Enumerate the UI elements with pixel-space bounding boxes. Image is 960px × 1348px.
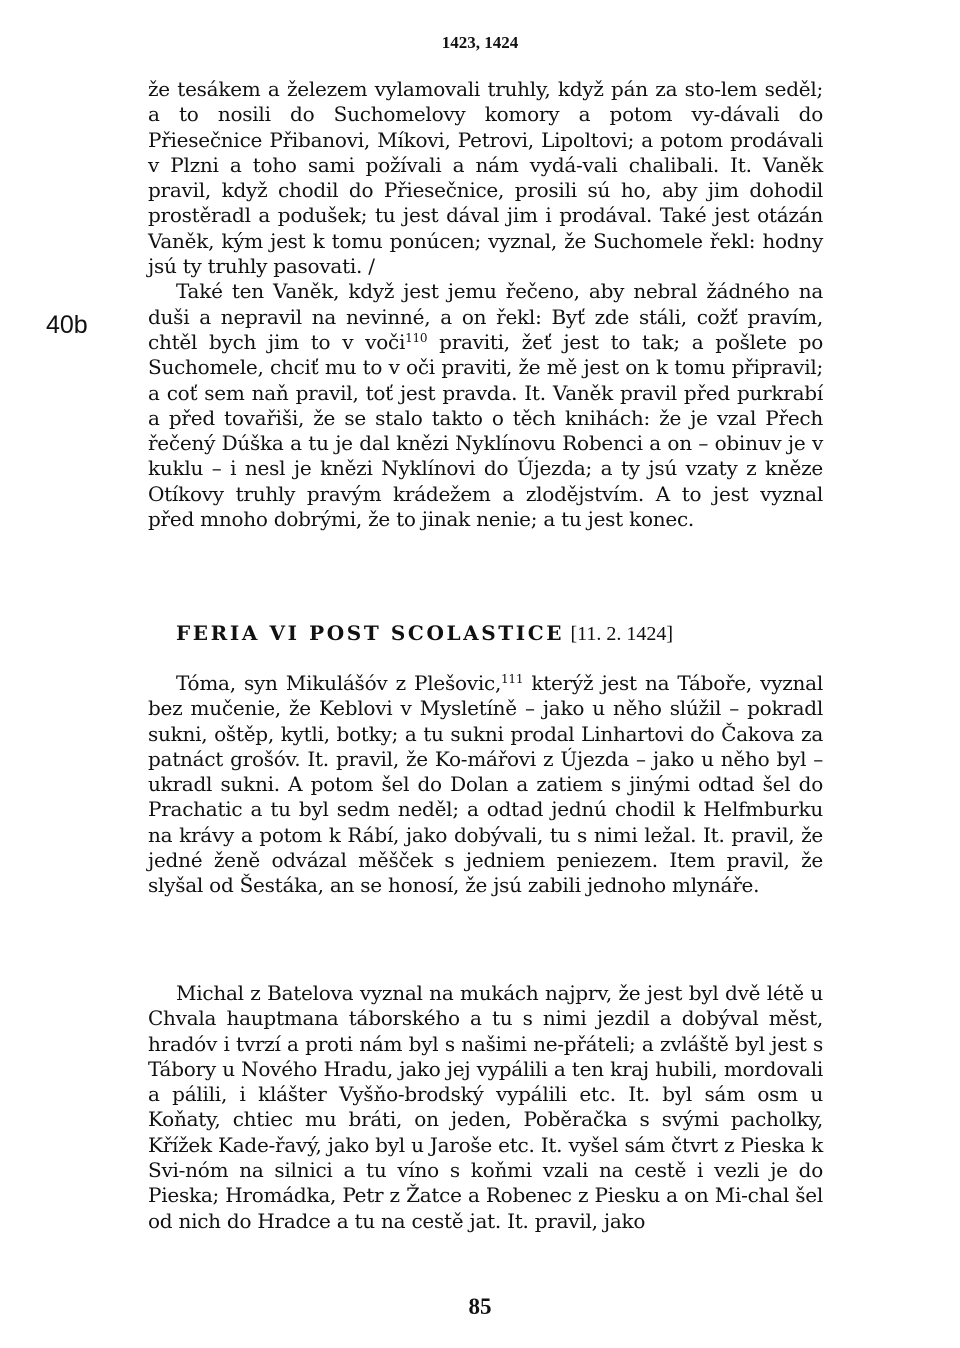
paragraph-michal: Michal z Batelova vyznal na mukách najprv, že jest byl dvě létě u Chvala hauptmana táborského a tu s nimi jezdil a dobýval měst, hradóv i tvrzí a proti nám byl s našimi ne-přáteli; a zvláště byl jest s Tábory u Nového Hradu, jako jej vypálili a ten kraj hubili, mordovali a pálili, i klášter Vyšňo-brodský vypálili etc. It. byl sám osm u Koňaty, chtiec mu bráti, on jeden, Poběračka s svými pacholky, Křížek Kade-řavý, jako byl u Jaroše etc. It. vyšel sám čtvrt z Pieska k Svi-nóm na silnici a tu víno s koňmi vzali na cestě i vezli je do Pieska; Hromádka, Petr z Žatce a Robenec z Piesku a on Mi-chal šel od nich do Hradce a tu na cestě jat. It. pravil, jako — [148, 981, 823, 1233]
section-heading — [176, 621, 816, 646]
text-block-1 — [148, 77, 823, 532]
paragraph-2-part-b: praviti, žeť jest to tak; a pošlete po Suchomele, chciť mu to v oči praviti, že mě jest on k tomu připravil; a coť sem naň pravil, toť jest pravda. It. Vaněk pravil před purkrabí a před tovařiši, že se stalo takto o těch knihách: že je vzal Přech řečený Dúška a tu je dal knězi Nyklínovu Robenci a on – obinuv je v kuklu – i nesl je knězi Nyklínovi do Újezda; a ty jsú vzaty z kněze Otíkovy truhly pravým krádežem a zlodějstvím. A to jest vyznal před mnoho dobrými, že to jinak nenie; a tu jest konec. — [148, 329, 823, 532]
paragraph-2-part-a: Také ten Vaněk, když jest jemu řečeno, aby nebral žádného na duši a nepravil na nevinné, a on řekl: Byť zde stáli, cožť pravím, chtěl bych jim to v voči — [148, 279, 823, 354]
heading-day: FERIA VI POST SCOLASTICE — [176, 621, 565, 645]
text-block-3 — [148, 981, 823, 1234]
heading-date: [11. 2. 1424] — [570, 623, 674, 645]
paragraph-toma — [148, 671, 823, 899]
running-head: 1423, 1424 — [441, 33, 519, 52]
page-number: 85 — [468, 1294, 492, 1319]
footnote-ref-111: 111 — [501, 672, 524, 686]
paragraph-1: že tesákem a železem vylamovali truhly, když pán za sto-lem seděl; a to nosili do Suchomelovy komory a potom vy-dávali do Přiesečnice Přibanovi, Míkovi, Petrovi, Lipoltovi; a potom prodávali v Plzni a toho sami požívali a nám vydá-vali chalibali. It. Vaněk pravil, když chodil do Přiesečnice, prosili sú ho, aby jim dohodil prostěradl a podušek; tu jest dával jim i prodával. Také jest otázán Vaněk, kým jest k tomu ponúcen; vyznal, že Suchomele řekl: hodny jsú ty truhly pasovati. / — [148, 77, 823, 279]
footnote-ref-110: 110 — [405, 330, 428, 345]
paragraph-2 — [148, 279, 823, 532]
paragraph-toma-part-b: kterýž jest na Táboře, vyznal bez mučenie, že Keblovi v Mysletíně – jako u něho slúžil – pokradl sukni, oštěp, kytli, botky; a tu sukni prodal Linhartovi do Čakova za patnáct grošóv. It. pravil, že Ko-mářovi z Újezda – jako u něho byl – ukradl sukni. A potom šel do Dolan a zatiem s jinými odtad šel do Prachatic a tu byl sedm neděl; a odtad jednú chodil k Helfmburku na krávy a potom k Rábí, jako dobývali, tu s nimi ležal. It. pravil, že jedné ženě odvázal měšček s jedniem peniezem. Item pravil, že slyšal od Šestáka, an se honosí, že jsú zabili jednoho mlynáře. — [148, 671, 823, 898]
marginal-folio-note: 40b — [46, 311, 88, 339]
text-block-2 — [148, 671, 823, 899]
paragraph-toma-part-a: Tóma, syn Mikulášóv z Plešovic, — [176, 671, 502, 695]
